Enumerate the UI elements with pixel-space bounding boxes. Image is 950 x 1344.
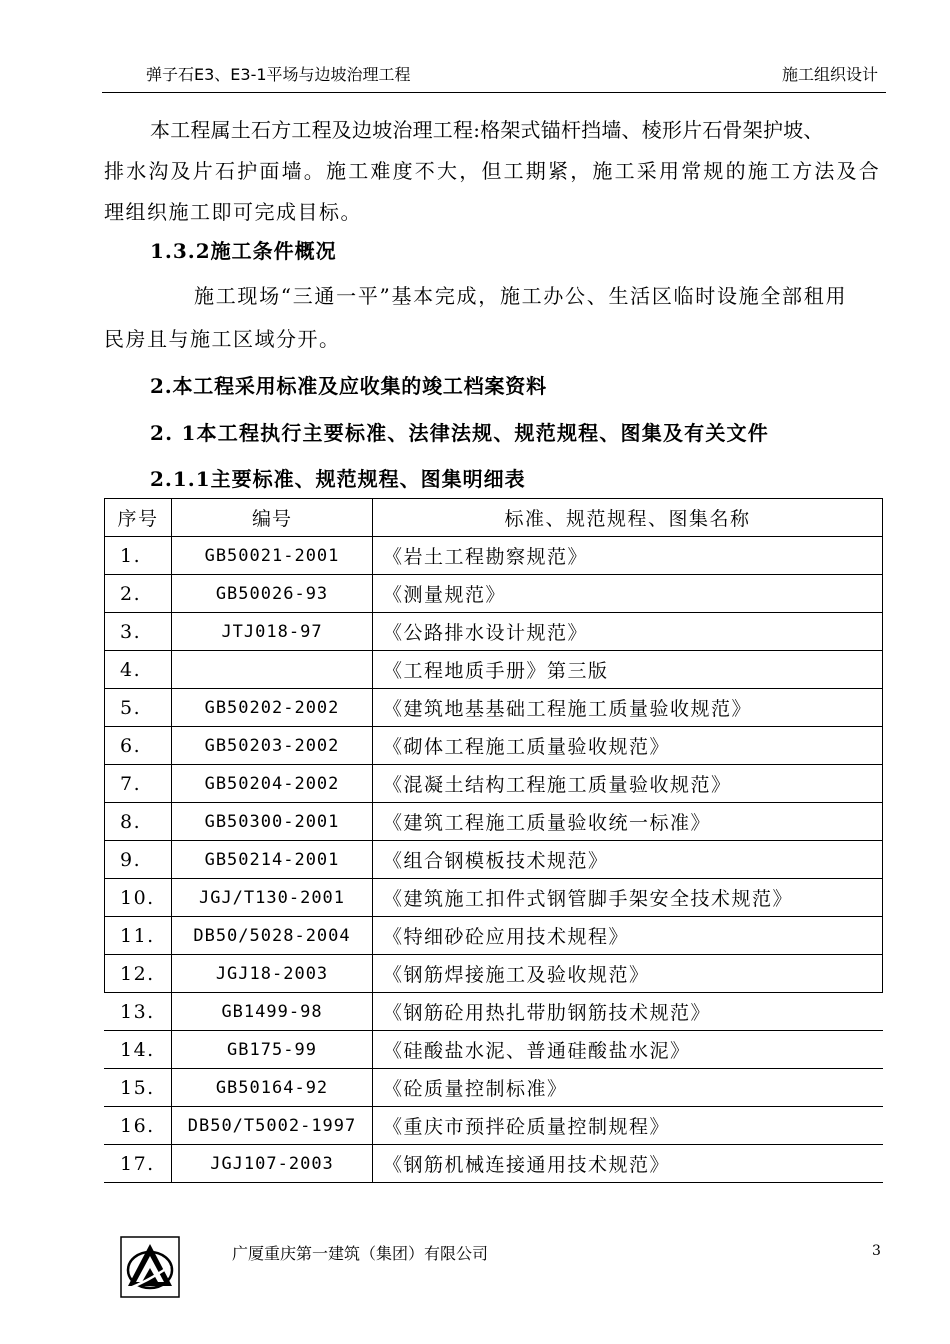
standard-name: 《特细砂砼应用技术规程》 xyxy=(373,917,883,955)
table-row xyxy=(105,575,883,613)
table-row xyxy=(105,1107,883,1145)
standard-code: GB50214-2001 xyxy=(172,841,373,879)
standard-name: 《重庆市预拌砼质量控制规程》 xyxy=(373,1107,883,1145)
standard-code: DB50/T5002-1997 xyxy=(172,1107,373,1145)
row-number: 2. xyxy=(105,575,172,613)
standard-code: GB50203-2002 xyxy=(172,727,373,765)
row-number: 6. xyxy=(105,727,172,765)
standard-name: 《砌体工程施工质量验收规范》 xyxy=(373,727,883,765)
standard-code: GB50026-93 xyxy=(172,575,373,613)
paragraph-1-line-3: 理组织施工即可完成目标。 xyxy=(104,200,362,224)
row-number: 8. xyxy=(105,803,172,841)
standard-code: GB50164-92 xyxy=(172,1069,373,1107)
row-number: 4. xyxy=(105,651,172,689)
standard-code xyxy=(172,651,373,689)
standard-name: 《工程地质手册》第三版 xyxy=(373,651,883,689)
column-header-code: 编号 xyxy=(172,499,373,537)
heading-2-1: 2. 1本工程执行主要标准、法律法规、规范规程、图集及有关文件 xyxy=(150,421,769,445)
paragraph-1-line-1: 本工程属土石方工程及边坡治理工程:格架式锚杆挡墙、棱形片石骨架护坡、 xyxy=(150,118,824,142)
standard-name: 《公路排水设计规范》 xyxy=(373,613,883,651)
standard-name: 《砼质量控制标准》 xyxy=(373,1069,883,1107)
standard-name: 《钢筋焊接施工及验收规范》 xyxy=(373,955,883,993)
table-row xyxy=(105,613,883,651)
table-row xyxy=(105,917,883,955)
standard-name: 《建筑地基基础工程施工质量验收规范》 xyxy=(373,689,883,727)
paragraph-1-line-2: 排水沟及片石护面墙。施工难度不大，但工期紧，施工采用常规的施工方法及合 xyxy=(104,159,881,183)
row-number: 9. xyxy=(105,841,172,879)
table-row xyxy=(105,651,883,689)
standard-name: 《岩土工程勘察规范》 xyxy=(373,537,883,575)
standard-name: 《混凝土结构工程施工质量验收规范》 xyxy=(373,765,883,803)
footer-company-name: 广厦重庆第一建筑（集团）有限公司 xyxy=(232,1244,489,1263)
page-number: 3 xyxy=(872,1243,881,1259)
standard-code: GB50202-2002 xyxy=(172,689,373,727)
header-project-title: 弹子石E3、E3-1平场与边坡治理工程 xyxy=(146,65,411,84)
standard-code: JTJ018-97 xyxy=(172,613,373,651)
standard-code: JGJ/T130-2001 xyxy=(172,879,373,917)
paragraph-2-line-1: 施工现场“三通一平”基本完成，施工办公、生活区临时设施全部租用 xyxy=(194,284,848,308)
table-row xyxy=(105,955,883,993)
table-row xyxy=(105,993,883,1031)
row-number: 14. xyxy=(105,1031,172,1069)
standard-code: GB50204-2002 xyxy=(172,765,373,803)
header-doc-type: 施工组织设计 xyxy=(781,65,878,84)
row-number: 5. xyxy=(105,689,172,727)
standard-name: 《硅酸盐水泥、普通硅酸盐水泥》 xyxy=(373,1031,883,1069)
table-row xyxy=(105,841,883,879)
heading-2-1-1: 2.1.1主要标准、规范规程、图集明细表 xyxy=(150,467,526,491)
row-number: 13. xyxy=(105,993,172,1031)
standard-code: DB50/5028-2004 xyxy=(172,917,373,955)
table-body xyxy=(105,537,883,1183)
table-row xyxy=(105,765,883,803)
standard-code: GB175-99 xyxy=(172,1031,373,1069)
column-header-number: 序号 xyxy=(105,499,172,537)
row-number: 17. xyxy=(105,1145,172,1183)
standard-code: GB1499-98 xyxy=(172,993,373,1031)
heading-1-3-2: 1.3.2施工条件概况 xyxy=(150,239,337,263)
table-row xyxy=(105,1145,883,1183)
row-number: 15. xyxy=(105,1069,172,1107)
table-row xyxy=(105,1031,883,1069)
row-number: 12. xyxy=(105,955,172,993)
row-number: 1. xyxy=(105,537,172,575)
row-number: 3. xyxy=(105,613,172,651)
standard-name: 《钢筋机械连接通用技术规范》 xyxy=(373,1145,883,1183)
row-number: 10. xyxy=(105,879,172,917)
standard-code: GB50021-2001 xyxy=(172,537,373,575)
heading-2: 2.本工程采用标准及应收集的竣工档案资料 xyxy=(150,374,547,398)
table-row xyxy=(105,537,883,575)
table-header-row xyxy=(105,499,883,537)
column-header-name: 标准、规范规程、图集名称 xyxy=(373,499,883,537)
row-number: 7. xyxy=(105,765,172,803)
standard-name: 《钢筋砼用热扎带肋钢筋技术规范》 xyxy=(373,993,883,1031)
standard-name: 《建筑施工扣件式钢管脚手架安全技术规范》 xyxy=(373,879,883,917)
standards-table xyxy=(104,498,883,1183)
standard-code: GB50300-2001 xyxy=(172,803,373,841)
standard-code: JGJ18-2003 xyxy=(172,955,373,993)
table-row xyxy=(105,689,883,727)
table-row xyxy=(105,1069,883,1107)
standard-name: 《测量规范》 xyxy=(373,575,883,613)
table-row xyxy=(105,727,883,765)
row-number: 11. xyxy=(105,917,172,955)
row-number: 16. xyxy=(105,1107,172,1145)
standard-code: JGJ107-2003 xyxy=(172,1145,373,1183)
table-row xyxy=(105,803,883,841)
table-row xyxy=(105,879,883,917)
company-logo-triangle-icon xyxy=(120,1236,180,1298)
standard-name: 《建筑工程施工质量验收统一标准》 xyxy=(373,803,883,841)
header-rule xyxy=(102,92,886,93)
paragraph-2-line-2: 民房且与施工区域分开。 xyxy=(104,327,341,351)
standard-name: 《组合钢模板技术规范》 xyxy=(373,841,883,879)
